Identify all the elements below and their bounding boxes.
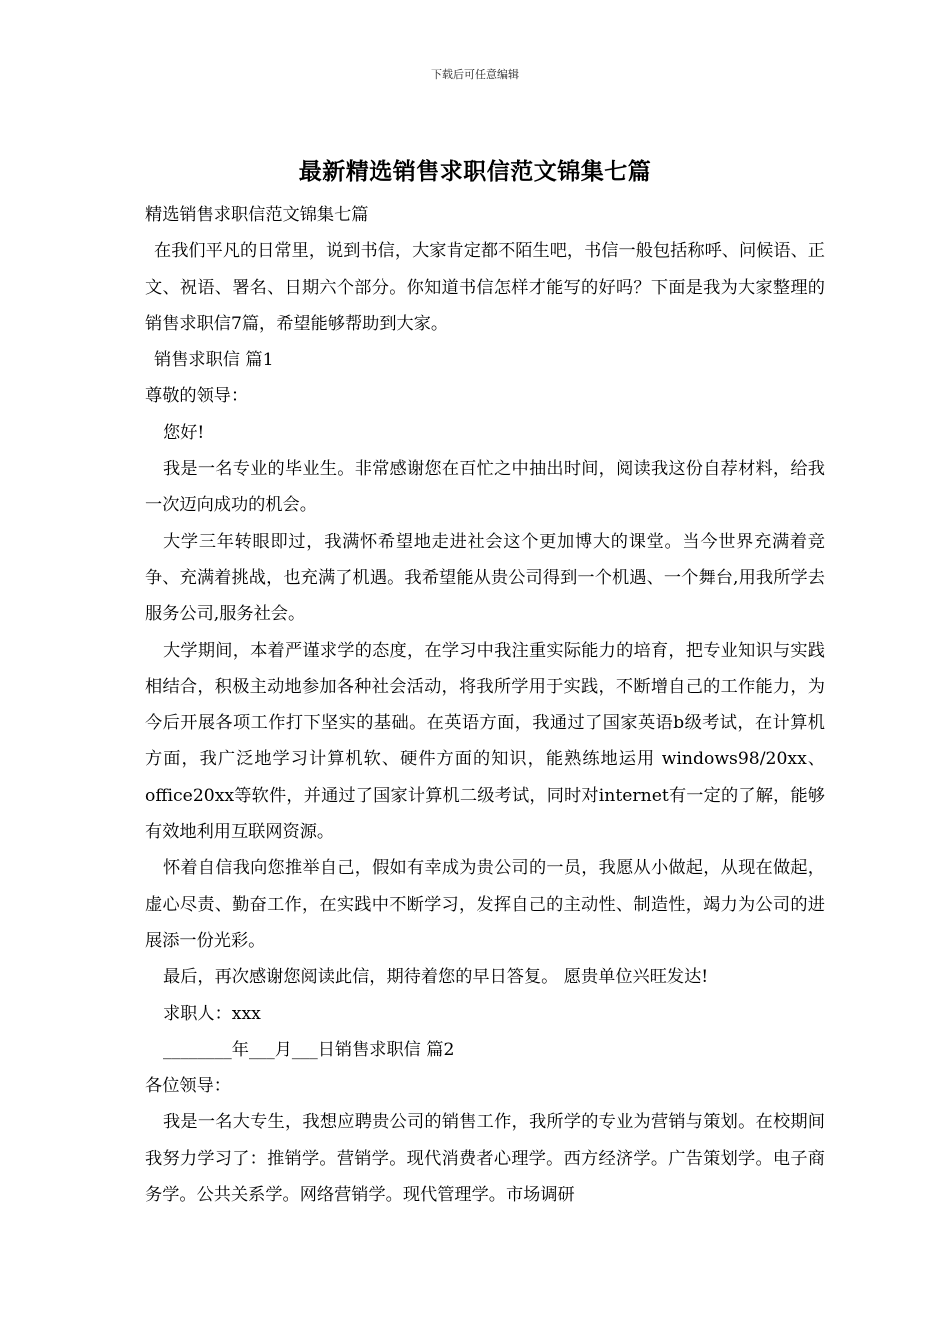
subtitle-line: 精选销售求职信范文锦集七篇 (145, 205, 369, 225)
greeting: 您好! (163, 422, 205, 443)
salutation: 尊敬的领导： (145, 386, 249, 407)
signature-line: 求职人：xxx (163, 1003, 261, 1024)
body-paragraph: 大学期间，本着严谨求学的态度，在学习中我注重实际能力的培育，把专业知识与实践相结合，积极主动地参加各种社会活动，将我所学用于实践，不断增自己的工作能力，为今后开展各项工作打下坚实的基础。在英语方面，我通过了国家英语b级考试，在计算机方面，我广泛地学习计算机软、硬件方面的知识，能熟练地运用 windows98/20xx、 office20xx等软件，并通过了国家计算机二级考试，同时对internet有一定的了解，能够有效地利用互联网资源。 (145, 640, 825, 843)
date-and-section-heading-2: ________年___月___日销售求职信 篇2 (163, 1039, 455, 1060)
document-body (145, 197, 825, 1213)
salutation-2: 各位领导： (145, 1076, 231, 1097)
body-paragraph-2: 我是一名大专生，我想应聘贵公司的销售工作，我所学的专业为营销与策划。在校期间我努力学习了：推销学。营销学。现代消费者心理学。西方经济学。广告策划学。电子商务学。公共关系学。网络营销学。现代管理学。市场调研 (145, 1112, 825, 1206)
body-paragraph: 大学三年转眼即过，我满怀希望地走进社会这个更加博大的课堂。当今世界充满着竞争、充满着挑战，也充满了机遇。我希望能从贵公司得到一个机遇、一个舞台,用我所学去服务公司,服务社会。 (145, 531, 825, 625)
closing-paragraph: 最后，再次感谢您阅读此信，期待着您的早日答复。 愿贵单位兴旺发达! (163, 967, 709, 988)
document-title: 最新精选销售求职信范文锦集七篇 (298, 158, 652, 185)
intro-paragraph: 在我们平凡的日常里，说到书信，大家肯定都不陌生吧，书信一般包括称呼、问候语、正文、祝语、署名、日期六个部分。你知道书信怎样才能写的好吗？下面是我为大家整理的销售求职信7篇，希望能够帮助到大家。 (145, 241, 825, 334)
section-heading-1: 销售求职信 篇1 (154, 350, 274, 371)
body-paragraph: 怀着自信我向您推举自己，假如有幸成为贵公司的一员，我愿从小做起，从现在做起，虚心尽责、勤奋工作，在实践中不断学习，发挥自己的主动性、制造性，竭力为公司的进展添一份光彩。 (145, 858, 825, 951)
header-note: 下载后可任意编辑 (431, 68, 519, 81)
body-paragraph: 我是一名专业的毕业生。非常感谢您在百忙之中抽出时间，阅读我这份自荐材料，给我一次迈向成功的机会。 (145, 459, 825, 516)
